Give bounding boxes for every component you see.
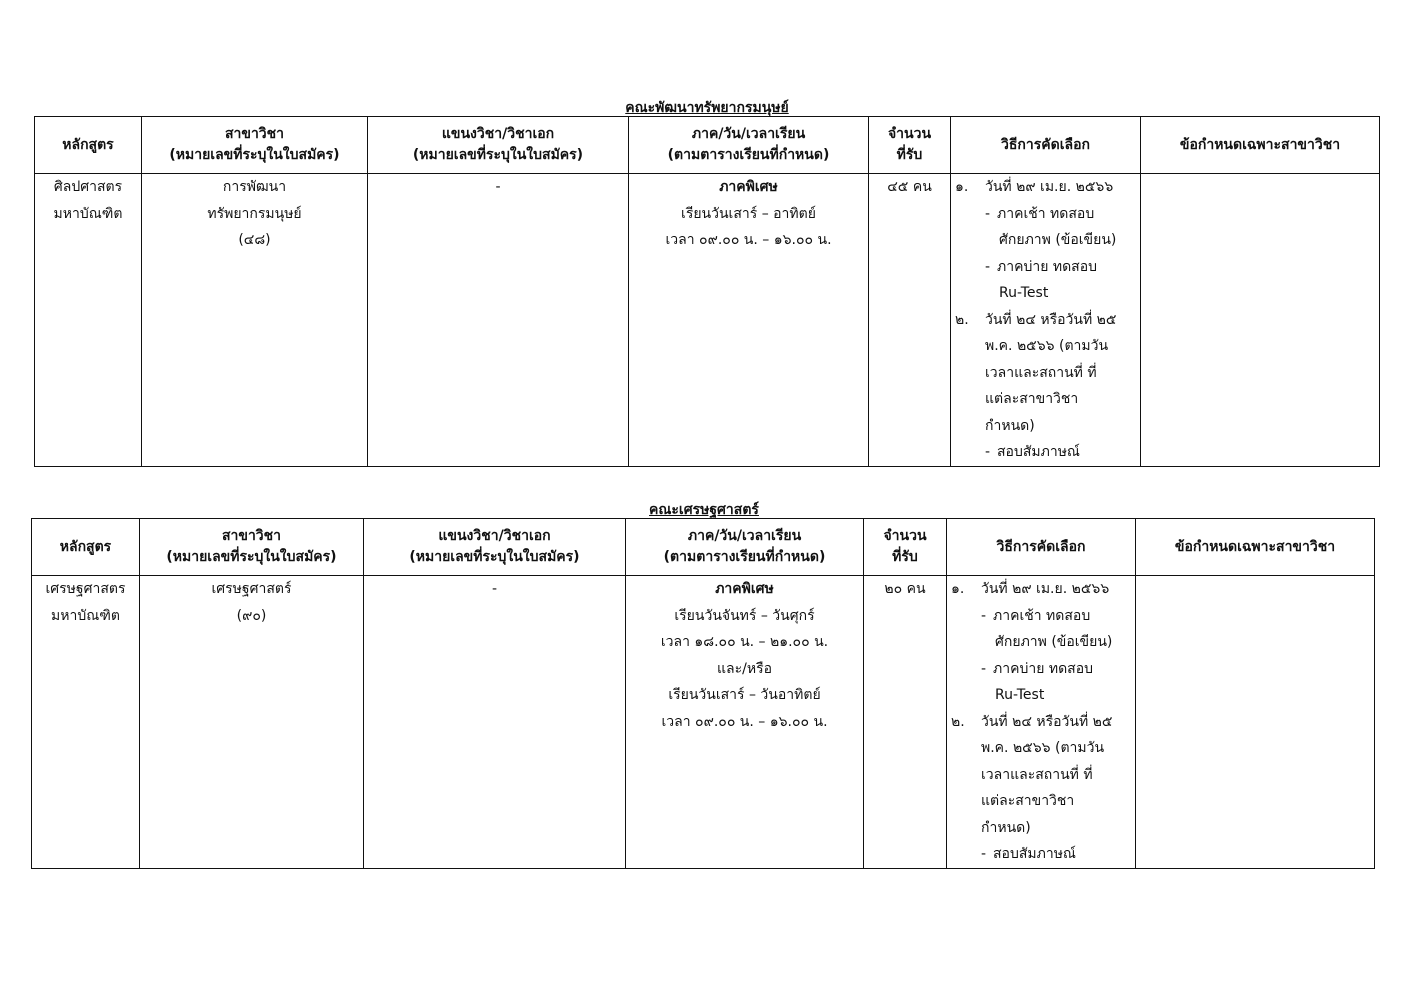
- selection-cell: ๑. วันที่ ๒๙ เม.ย. ๒๕๖๖ - ภาคเช้า ทดสอบ ศักยภาพ (ข้อเขียน) - ภาคบ่าย ทดสอบ Ru-Test ๒. วันที่ ๒๔ หรือวันที่ ๒๕ พ.ค. ๒๕๖๖ (ตามวัน เวลาและสถานที่ ที่ แต่ละสาขาวิชา กำหนด) - สอบสัมภาษณ์: [951, 174, 1141, 467]
- header-track: แขนงวิชา/วิชาเอก (หมายเลขที่ระบุในใบสมัคร): [368, 117, 629, 174]
- header-quota: จำนวน ที่รับ: [869, 117, 951, 174]
- quota-cell: ๔๕ คน: [869, 174, 951, 467]
- header-schedule: ภาค/วัน/เวลาเรียน (ตามตารางเรียนที่กำหนด): [626, 519, 864, 576]
- track-cell: -: [364, 576, 626, 869]
- header-selection: วิธีการคัดเลือก: [947, 519, 1136, 576]
- selection-cell: ๑. วันที่ ๒๙ เม.ย. ๒๕๖๖ - ภาคเช้า ทดสอบ ศักยภาพ (ข้อเขียน) - ภาคบ่าย ทดสอบ Ru-Test ๒. วันที่ ๒๔ หรือวันที่ ๒๕ พ.ค. ๒๕๖๖ (ตามวัน เวลาและสถานที่ ที่ แต่ละสาขาวิชา กำหนด) - สอบสัมภาษณ์: [947, 576, 1136, 869]
- major-cell: เศรษฐศาสตร์ (๙๐): [140, 576, 364, 869]
- quota-cell: ๒๐ คน: [864, 576, 947, 869]
- selection-step-1: ๑. วันที่ ๒๙ เม.ย. ๒๕๖๖: [951, 581, 1110, 597]
- table-row: [35, 174, 1380, 467]
- requirements-cell: [1141, 174, 1380, 467]
- table-row: [32, 576, 1375, 869]
- track-cell: -: [368, 174, 629, 467]
- header-major: สาขาวิชา (หมายเลขที่ระบุในใบสมัคร): [140, 519, 364, 576]
- requirements-cell: [1136, 576, 1375, 869]
- header-row: [35, 117, 1380, 174]
- schedule-cell: ภาคพิเศษ เรียนวันเสาร์ – อาทิตย์ เวลา ๐๙.๐๐ น. – ๑๖.๐๐ น.: [629, 174, 869, 467]
- selection-step-2: ๒. วันที่ ๒๔ หรือวันที่ ๒๕: [951, 713, 1113, 730]
- program-table: [31, 518, 1375, 869]
- header-requirements: ข้อกำหนดเฉพาะสาขาวิชา: [1136, 519, 1375, 576]
- header-track: แขนงวิชา/วิชาเอก (หมายเลขที่ระบุในใบสมัคร): [364, 519, 626, 576]
- selection-step-2: ๒. วันที่ ๒๔ หรือวันที่ ๒๕: [955, 311, 1117, 328]
- program-cell: ศิลปศาสตร มหาบัณฑิต: [35, 174, 142, 467]
- selection-step-1: ๑. วันที่ ๒๙ เม.ย. ๒๕๖๖: [955, 179, 1114, 195]
- schedule-cell: ภาคพิเศษ เรียนวันจันทร์ – วันศุกร์ เวลา ๑๘.๐๐ น. – ๒๑.๐๐ น. และ/หรือ เรียนวันเสาร์ – วันอาทิตย์ เวลา ๐๙.๐๐ น. – ๑๖.๐๐ น.: [626, 576, 864, 869]
- header-program: หลักสูตร: [35, 117, 142, 174]
- faculty-title: คณะเศรษฐศาสตร์: [649, 502, 759, 518]
- header-schedule: ภาค/วัน/เวลาเรียน (ตามตารางเรียนที่กำหนด): [629, 117, 869, 174]
- header-major: สาขาวิชา (หมายเลขที่ระบุในใบสมัคร): [142, 117, 368, 174]
- faculty-title: คณะพัฒนาทรัพยากรมนุษย์: [625, 100, 789, 116]
- major-cell: การพัฒนา ทรัพยากรมนุษย์ (๔๘): [142, 174, 368, 467]
- program-table: [34, 116, 1380, 467]
- header-row: [32, 519, 1375, 576]
- header-program: หลักสูตร: [32, 519, 140, 576]
- header-quota: จำนวน ที่รับ: [864, 519, 947, 576]
- header-requirements: ข้อกำหนดเฉพาะสาขาวิชา: [1141, 117, 1380, 174]
- program-cell: เศรษฐศาสตร มหาบัณฑิต: [32, 576, 140, 869]
- header-selection: วิธีการคัดเลือก: [951, 117, 1141, 174]
